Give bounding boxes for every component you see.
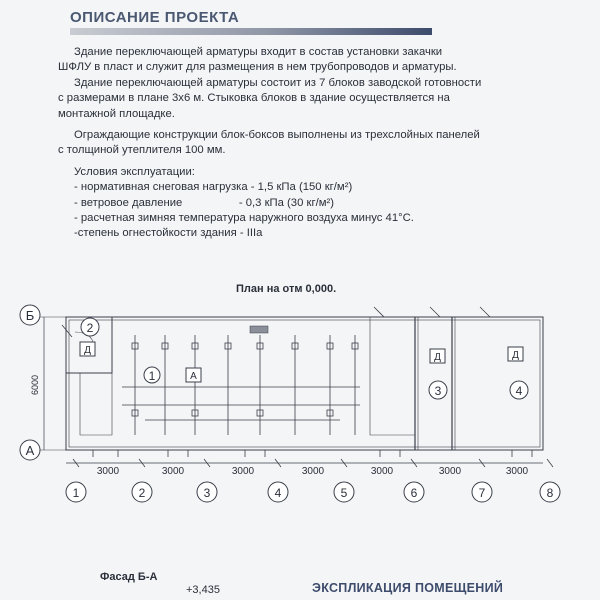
axis-row-marker-a: [20, 440, 40, 460]
equipment-mark-a: [186, 368, 201, 382]
axis-col-1: [66, 482, 86, 502]
svg-text:6: 6: [410, 486, 418, 500]
axis-col-3: [197, 482, 217, 502]
svg-text:5: 5: [340, 486, 348, 500]
dim-span: 3000: [96, 466, 120, 477]
dim-span: 3000: [505, 466, 529, 477]
dim-span: 3000: [161, 466, 185, 477]
svg-text:3: 3: [434, 384, 442, 398]
dim-width-label: 6000: [30, 374, 40, 396]
room-1-marker: [144, 367, 160, 383]
paragraph-line: с толщиной утеплителя 100 мм.: [58, 144, 226, 157]
svg-text:1: 1: [148, 369, 156, 383]
conditions-list: [58, 165, 528, 242]
floor-plan-drawing: [0, 295, 600, 510]
axis-col-8: [540, 482, 560, 502]
paragraph-line: ШФЛУ в пласт и служит для размещения в нем трубопроводов и арматуры.: [58, 61, 457, 74]
svg-text:2: 2: [138, 486, 146, 500]
svg-text:7: 7: [478, 486, 486, 500]
axis-column-markers: [66, 482, 560, 502]
condition-item: - расчетная зимняя температура наружного воздуха минус 41°С.: [74, 212, 414, 225]
axis-col-6: [404, 482, 424, 502]
paragraph-line: Здание переключающей арматуры входит в состав установки закачки: [74, 46, 443, 58]
dim-span: 3000: [438, 466, 462, 477]
svg-text:3: 3: [203, 486, 211, 500]
project-description: [58, 45, 528, 242]
axis-row-marker-b: [20, 305, 40, 325]
room-4-marker: [510, 381, 528, 399]
axis-row-label: Б: [25, 308, 35, 323]
svg-text:2: 2: [86, 321, 94, 335]
dim-span: 3000: [301, 466, 325, 477]
svg-text:Д: Д: [512, 350, 519, 361]
explication-title: ЭКСПЛИКАЦИЯ ПОМЕЩЕНИЙ: [312, 581, 504, 595]
svg-text:Д: Д: [434, 352, 441, 363]
conditions-title: Условия эксплуатации:: [74, 165, 195, 178]
svg-text:4: 4: [515, 384, 523, 398]
svg-text:4: 4: [274, 486, 282, 500]
paragraph-line: Ограждающие конструкции блок-боксов выполнены из трехслойных панелей: [74, 129, 480, 142]
condition-item: - ветровое давление - 0,3 кПа (30 кг/м²): [74, 196, 335, 209]
elevation-mark: +3,435: [186, 584, 220, 596]
axis-col-2: [132, 482, 152, 502]
section-heading: ОПИСАНИЕ ПРОЕКТА: [70, 9, 240, 26]
axis-row-label: А: [25, 443, 35, 458]
svg-text:8: 8: [546, 486, 554, 500]
equipment-mark-d: [80, 342, 95, 356]
axis-col-4: [268, 482, 288, 502]
facade-label: Фасад Б-А: [100, 571, 158, 583]
paragraph-line: Здание переключающей арматуры состоит из 7 блоков заводской готовности: [74, 76, 482, 89]
svg-text:А: А: [190, 371, 197, 382]
dim-span: 3000: [370, 466, 394, 477]
paragraph-line: с размерами в плане 3х6 м. Стыковка блоков в здание осуществляется на: [58, 92, 450, 105]
svg-text:Д: Д: [84, 345, 91, 356]
building-outline: [66, 317, 543, 450]
plan-title: План на отм 0,000.: [236, 283, 337, 295]
condition-item: -степень огнестойкости здания - IIIa: [74, 227, 263, 240]
equipment-mark-d: [508, 347, 523, 361]
room-3-marker: [429, 381, 447, 399]
axis-col-7: [472, 482, 492, 502]
dimension-span-labels: [97, 466, 529, 477]
heading-underline-bar: [70, 28, 432, 35]
axis-col-5: [334, 482, 354, 502]
equipment-mark-d: [430, 349, 445, 363]
svg-text:1: 1: [72, 486, 80, 500]
room-2-marker: [81, 318, 99, 336]
paragraph-line: монтажной площадке.: [58, 107, 175, 120]
dim-span: 3000: [231, 466, 255, 477]
condition-item: - нормативная снеговая нагрузка - 1,5 кПа (150 кг/м²): [74, 181, 353, 194]
